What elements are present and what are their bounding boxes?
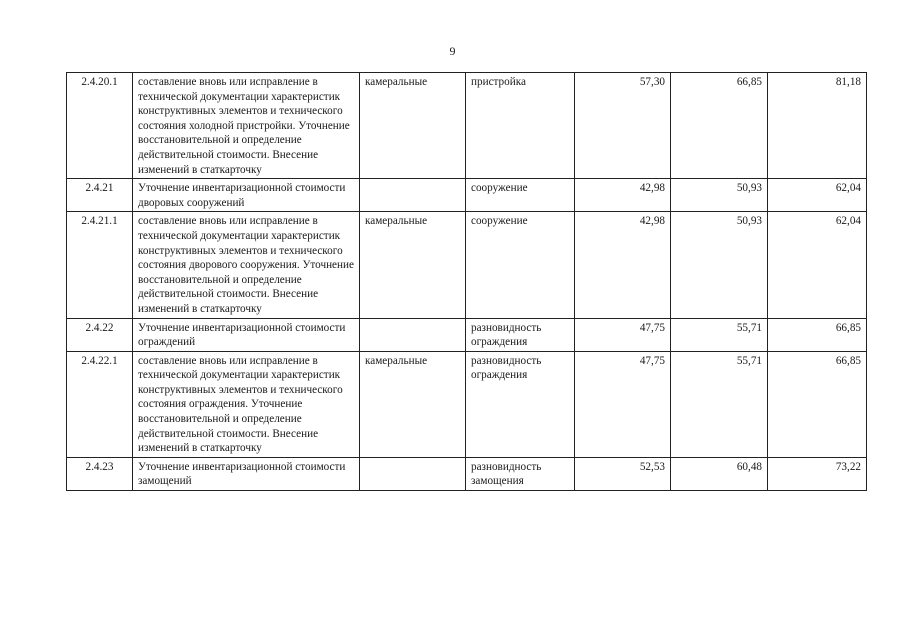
cell-work-type: камеральные — [360, 73, 466, 179]
cell-price-3: 81,18 — [768, 73, 867, 179]
cell-price-2: 50,93 — [671, 179, 768, 212]
cell-unit: разновидность ограждения — [466, 351, 575, 457]
cell-code: 2.4.23 — [67, 457, 133, 490]
table-row — [67, 179, 867, 212]
cell-code: 2.4.20.1 — [67, 73, 133, 179]
cell-price-3: 73,22 — [768, 457, 867, 490]
page-number: 9 — [449, 44, 456, 58]
cell-price-1: 52,53 — [575, 457, 671, 490]
cell-description: составление вновь или исправление в технической документации характеристик конструктивных элементов и технического состояния дворового сооружения. Уточнение восстановительной и определение действительной стоимости. Внесение изменений в статкарточку — [133, 212, 360, 318]
cell-description: составление вновь или исправление в технической документации характеристик конструктивных элементов и технического состояния холодной пристройки. Уточнение восстановительной и определение действительной стоимости. Внесение изменений в статкарточку — [133, 73, 360, 179]
price-table — [66, 72, 867, 491]
cell-price-2: 55,71 — [671, 318, 768, 351]
cell-description: Уточнение инвентаризационной стоимости дворовых сооружений — [133, 179, 360, 212]
cell-price-1: 57,30 — [575, 73, 671, 179]
cell-price-3: 66,85 — [768, 318, 867, 351]
cell-price-3: 66,85 — [768, 351, 867, 457]
cell-unit: разновидность ограждения — [466, 318, 575, 351]
cell-work-type: камеральные — [360, 212, 466, 318]
table-row — [67, 73, 867, 179]
cell-code: 2.4.22.1 — [67, 351, 133, 457]
cell-code: 2.4.21 — [67, 179, 133, 212]
cell-work-type — [360, 457, 466, 490]
cell-unit: разновидность замощения — [466, 457, 575, 490]
cell-price-2: 66,85 — [671, 73, 768, 179]
cell-unit: сооружение — [466, 179, 575, 212]
cell-code: 2.4.22 — [67, 318, 133, 351]
cell-description: составление вновь или исправление в технической документации характеристик конструктивных элементов и технического состояния ограждения. Уточнение восстановительной и определение действительной стоимости. Внесение изменений в статкарточку — [133, 351, 360, 457]
cell-price-2: 55,71 — [671, 351, 768, 457]
table-row — [67, 457, 867, 490]
table-row — [67, 351, 867, 457]
cell-unit: сооружение — [466, 212, 575, 318]
cell-price-1: 42,98 — [575, 179, 671, 212]
cell-price-1: 42,98 — [575, 212, 671, 318]
table-row — [67, 212, 867, 318]
cell-description: Уточнение инвентаризационной стоимости замощений — [133, 457, 360, 490]
cell-code: 2.4.21.1 — [67, 212, 133, 318]
cell-price-2: 50,93 — [671, 212, 768, 318]
cell-unit: пристройка — [466, 73, 575, 179]
cell-price-1: 47,75 — [575, 318, 671, 351]
cell-work-type — [360, 179, 466, 212]
cell-price-3: 62,04 — [768, 179, 867, 212]
cell-price-1: 47,75 — [575, 351, 671, 457]
table-row — [67, 318, 867, 351]
cell-description: Уточнение инвентаризационной стоимости ограждений — [133, 318, 360, 351]
cell-price-3: 62,04 — [768, 212, 867, 318]
cell-work-type: камеральные — [360, 351, 466, 457]
cell-price-2: 60,48 — [671, 457, 768, 490]
cell-work-type — [360, 318, 466, 351]
